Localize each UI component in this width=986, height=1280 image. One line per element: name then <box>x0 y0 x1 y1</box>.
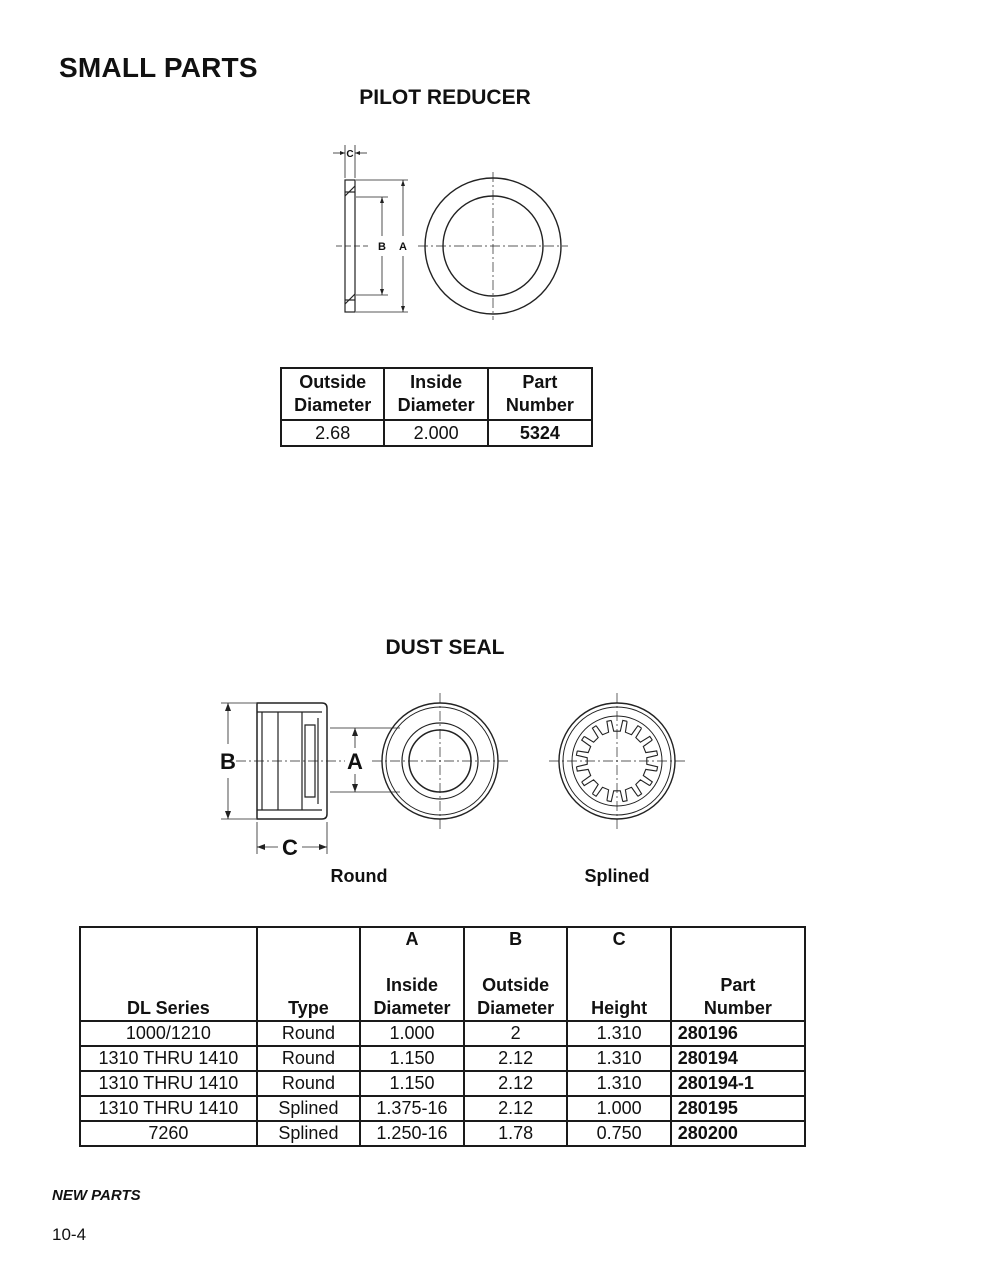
round-bore-circle <box>409 730 471 792</box>
cell-inside-diameter: 1.150 <box>360 1046 464 1071</box>
table-row <box>80 1096 805 1121</box>
header-outside-diameter: Outside Diameter <box>281 368 384 420</box>
reducer-dim-c: C <box>346 149 354 160</box>
dust-seal-heading: DUST SEAL <box>385 636 505 659</box>
spline-teeth <box>576 720 657 801</box>
table-row <box>80 1121 805 1146</box>
header-inside-diameter: A Inside Diameter <box>360 927 464 1021</box>
caption-splined: Splined <box>584 866 650 886</box>
header-outside-diameter: B Outside Diameter <box>464 927 568 1021</box>
cell-inside-diameter: 1.000 <box>360 1021 464 1046</box>
cell-outside-diameter: 2 <box>464 1021 568 1046</box>
reducer-inner-circle <box>443 196 543 296</box>
cell-type: Round <box>257 1071 360 1096</box>
caption-round: Round <box>330 866 388 886</box>
cell-type: Round <box>257 1021 360 1046</box>
cell-type: Round <box>257 1046 360 1071</box>
seal-dim-a: A <box>347 749 363 774</box>
round-outer-circle <box>382 703 498 819</box>
cell-part-number: 5324 <box>488 420 592 446</box>
cell-dl-series: 1310 THRU 1410 <box>80 1046 257 1071</box>
cell-height: 1.310 <box>567 1071 670 1096</box>
cell-type: Splined <box>257 1121 360 1146</box>
page-number: 10-4 <box>52 1225 87 1244</box>
cell-inside-diameter: 2.000 <box>384 420 487 446</box>
cell-inside-diameter: 1.250-16 <box>360 1121 464 1146</box>
splined-outer-circle <box>559 703 675 819</box>
reducer-dim-b: B <box>378 241 386 253</box>
header-dl-series: DL Series <box>80 927 257 1021</box>
table-row <box>80 1046 805 1071</box>
cell-outside-diameter: 2.12 <box>464 1071 568 1096</box>
cell-part-number: 280194-1 <box>671 1071 805 1096</box>
new-parts-note: NEW PARTS <box>52 1187 141 1204</box>
reducer-outer-circle <box>425 178 561 314</box>
page-title: SMALL PARTS <box>59 52 258 83</box>
cell-outside-diameter: 2.68 <box>281 420 384 446</box>
table-row <box>80 1021 805 1046</box>
cell-type: Splined <box>257 1096 360 1121</box>
header-height: C Height <box>567 927 670 1021</box>
cell-dl-series: 1310 THRU 1410 <box>80 1071 257 1096</box>
header-type: Type <box>257 927 360 1021</box>
header-inside-diameter: Inside Diameter <box>384 368 487 420</box>
cell-dl-series: 1310 THRU 1410 <box>80 1096 257 1121</box>
cell-dl-series: 1000/1210 <box>80 1021 257 1046</box>
header-part-number: Part Number <box>488 368 592 420</box>
reducer-dim-a: A <box>399 241 407 253</box>
seal-dim-b: B <box>220 749 236 774</box>
cell-inside-diameter: 1.150 <box>360 1071 464 1096</box>
cell-part-number: 280196 <box>671 1021 805 1046</box>
seal-dim-c: C <box>282 835 298 860</box>
cell-height: 1.310 <box>567 1021 670 1046</box>
header-part-number: Part Number <box>671 927 805 1021</box>
pilot-reducer-heading: PILOT REDUCER <box>359 86 531 109</box>
reducer-side-profile <box>345 180 355 312</box>
cell-part-number: 280195 <box>671 1096 805 1121</box>
cell-height: 1.310 <box>567 1046 670 1071</box>
table-row <box>80 1071 805 1096</box>
cell-outside-diameter: 1.78 <box>464 1121 568 1146</box>
cell-inside-diameter: 1.375-16 <box>360 1096 464 1121</box>
cell-part-number: 280200 <box>671 1121 805 1146</box>
cell-part-number: 280194 <box>671 1046 805 1071</box>
pilot-reducer-table <box>280 367 593 447</box>
table-row <box>281 420 592 446</box>
cell-outside-diameter: 2.12 <box>464 1096 568 1121</box>
seal-side-profile <box>257 703 327 819</box>
dust-seal-rows <box>80 1021 805 1146</box>
cell-outside-diameter: 2.12 <box>464 1046 568 1071</box>
cell-dl-series: 7260 <box>80 1121 257 1146</box>
cell-height: 0.750 <box>567 1121 670 1146</box>
cell-height: 1.000 <box>567 1096 670 1121</box>
dust-seal-table <box>79 926 806 1147</box>
